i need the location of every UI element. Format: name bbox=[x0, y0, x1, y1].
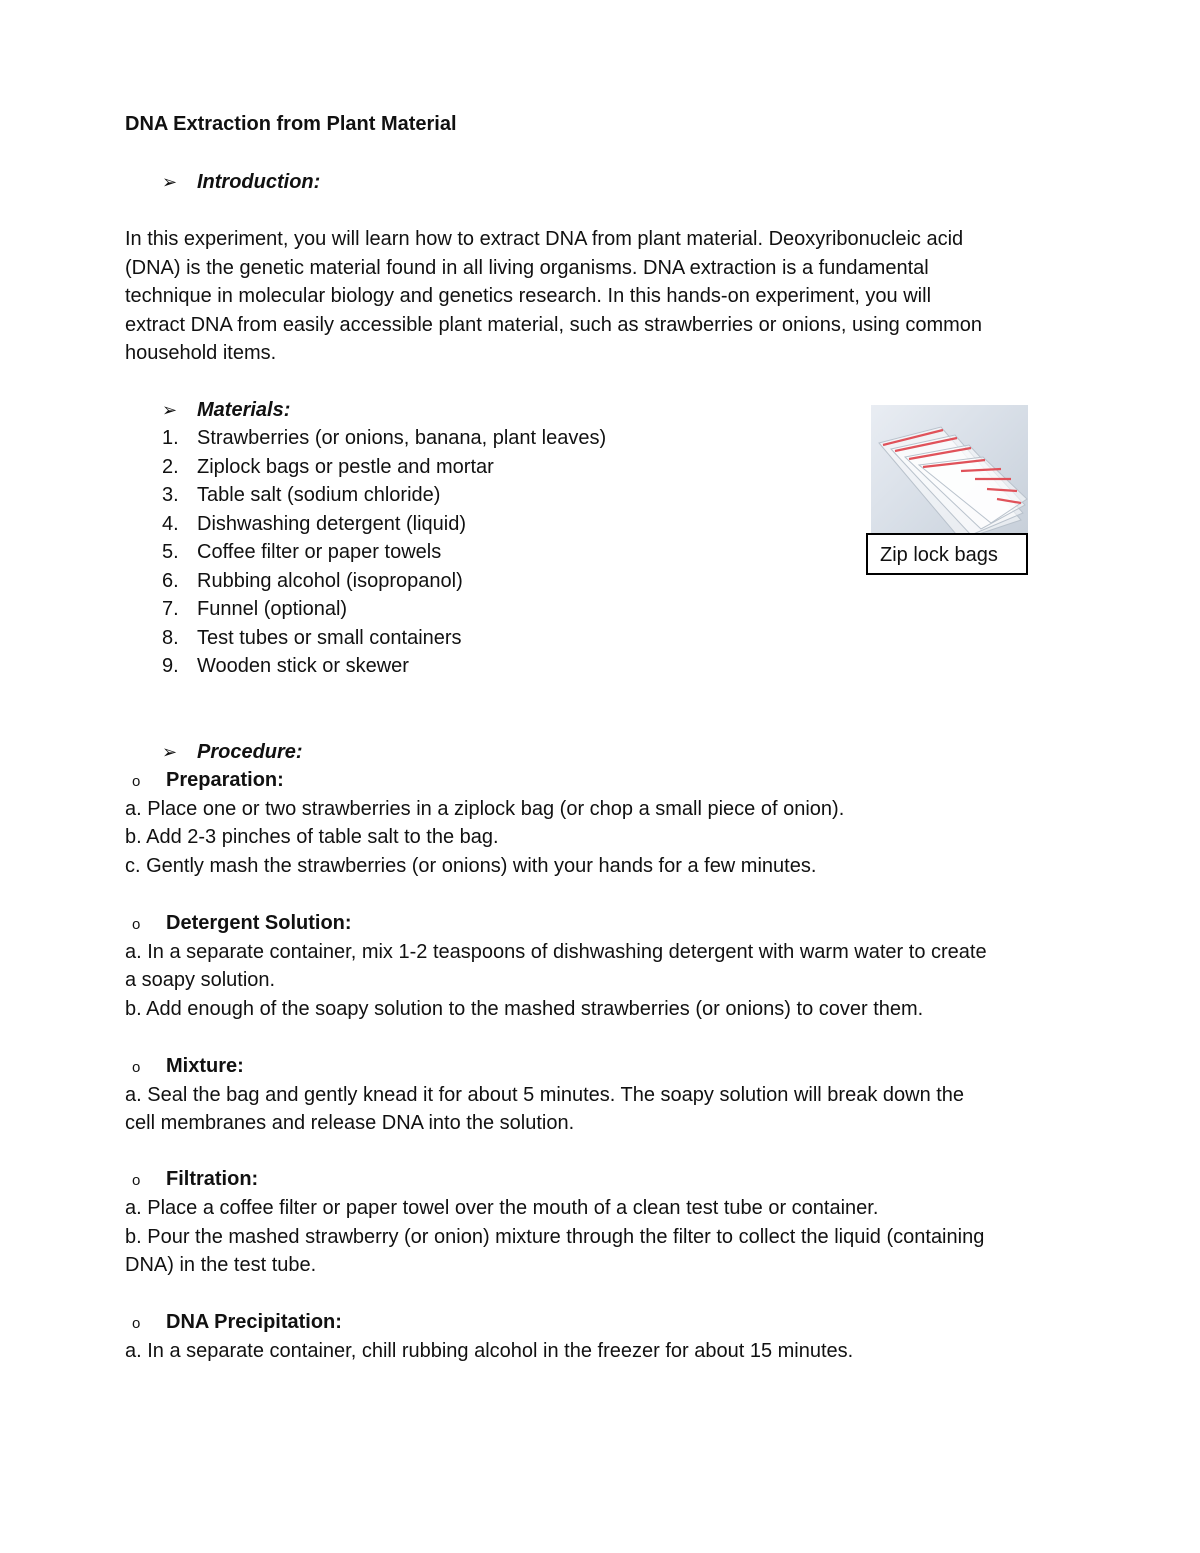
figure-caption-box bbox=[866, 533, 1028, 575]
materials-list-item bbox=[162, 483, 440, 507]
circle-bullet-icon: o bbox=[132, 1315, 141, 1332]
item-number: 3. bbox=[162, 484, 179, 506]
item-number: 5. bbox=[162, 541, 179, 563]
item-text: Coffee filter or paper towels bbox=[197, 541, 442, 563]
procedure-step: cell membranes and release DNA into the solution. bbox=[125, 1112, 575, 1134]
item-text: Table salt (sodium chloride) bbox=[197, 484, 441, 506]
item-text: Ziplock bags or pestle and mortar bbox=[197, 456, 494, 478]
circle-bullet-icon: o bbox=[132, 773, 141, 790]
section-title-preparation: Preparation: bbox=[166, 769, 284, 791]
materials-list-item bbox=[162, 626, 462, 650]
arrow-bullet-icon: ➢ bbox=[162, 742, 178, 762]
materials-list-item bbox=[162, 512, 466, 536]
intro-line: (DNA) is the genetic material found in all living organisms. DNA extraction is a fundamental bbox=[125, 257, 929, 279]
item-number: 4. bbox=[162, 513, 179, 535]
item-number: 1. bbox=[162, 427, 179, 449]
procedure-step: a. In a separate container, chill rubbing alcohol in the freezer for about 15 minutes. bbox=[125, 1340, 854, 1362]
materials-heading: Materials: bbox=[197, 399, 291, 421]
materials-list-item bbox=[162, 540, 441, 564]
procedure-step: DNA) in the test tube. bbox=[125, 1254, 317, 1276]
materials-list-item bbox=[162, 569, 463, 593]
item-text: Dishwashing detergent (liquid) bbox=[197, 513, 467, 535]
procedure-step: b. Add 2-3 pinches of table salt to the bag. bbox=[125, 826, 499, 848]
introduction-heading: Introduction: bbox=[197, 171, 321, 193]
section-title-dna-precipitation: DNA Precipitation: bbox=[166, 1311, 342, 1333]
intro-line: household items. bbox=[125, 342, 277, 364]
item-text: Funnel (optional) bbox=[197, 598, 348, 620]
materials-list-item bbox=[162, 455, 494, 479]
item-text: Strawberries (or onions, banana, plant leaves) bbox=[197, 427, 607, 449]
procedure-step: a. Place a coffee filter or paper towel over the mouth of a clean test tube or container. bbox=[125, 1197, 879, 1219]
circle-bullet-icon: o bbox=[132, 1172, 141, 1189]
ziplock-bags-image bbox=[871, 405, 1028, 540]
procedure-step: c. Gently mash the strawberries (or onions) with your hands for a few minutes. bbox=[125, 855, 817, 877]
circle-bullet-icon: o bbox=[132, 1059, 141, 1076]
item-number: 9. bbox=[162, 655, 179, 677]
item-text: Rubbing alcohol (isopropanol) bbox=[197, 570, 463, 592]
arrow-bullet-icon: ➢ bbox=[162, 400, 178, 420]
item-number: 6. bbox=[162, 570, 179, 592]
item-text: Wooden stick or skewer bbox=[197, 655, 409, 677]
figure-caption: Zip lock bags bbox=[880, 544, 998, 566]
procedure-step: a soapy solution. bbox=[125, 969, 276, 991]
materials-list-item bbox=[162, 426, 606, 450]
section-title-mixture: Mixture: bbox=[166, 1055, 244, 1077]
intro-line: In this experiment, you will learn how to extract DNA from plant material. Deoxyribonucleic acid bbox=[125, 228, 964, 250]
procedure-step: b. Add enough of the soapy solution to the mashed strawberries (or onions) to cover them. bbox=[125, 998, 924, 1020]
section-title-filtration: Filtration: bbox=[166, 1168, 259, 1190]
circle-bullet-icon: o bbox=[132, 916, 141, 933]
procedure-heading: Procedure: bbox=[197, 741, 303, 763]
procedure-step: a. Seal the bag and gently knead it for about 5 minutes. The soapy solution will break down the bbox=[125, 1084, 965, 1106]
intro-line: technique in molecular biology and genetics research. In this hands-on experiment, you will bbox=[125, 285, 932, 307]
item-text: Test tubes or small containers bbox=[197, 627, 462, 649]
section-title-detergent-solution: Detergent Solution: bbox=[166, 912, 352, 934]
ziplock-bags-illustration bbox=[871, 405, 1028, 540]
arrow-bullet-icon: ➢ bbox=[162, 172, 178, 192]
procedure-step: a. Place one or two strawberries in a ziplock bag (or chop a small piece of onion). bbox=[125, 798, 845, 820]
intro-line: extract DNA from easily accessible plant material, such as strawberries or onions, using common bbox=[125, 314, 983, 336]
procedure-step: a. In a separate container, mix 1-2 teaspoons of dishwashing detergent with warm water to create bbox=[125, 941, 987, 963]
item-number: 8. bbox=[162, 627, 179, 649]
procedure-step: b. Pour the mashed strawberry (or onion) mixture through the filter to collect the liquid (containing bbox=[125, 1226, 985, 1248]
materials-list-item bbox=[162, 654, 409, 678]
document-title: DNA Extraction from Plant Material bbox=[125, 113, 457, 135]
materials-list-item bbox=[162, 597, 347, 621]
item-number: 7. bbox=[162, 598, 179, 620]
item-number: 2. bbox=[162, 456, 179, 478]
